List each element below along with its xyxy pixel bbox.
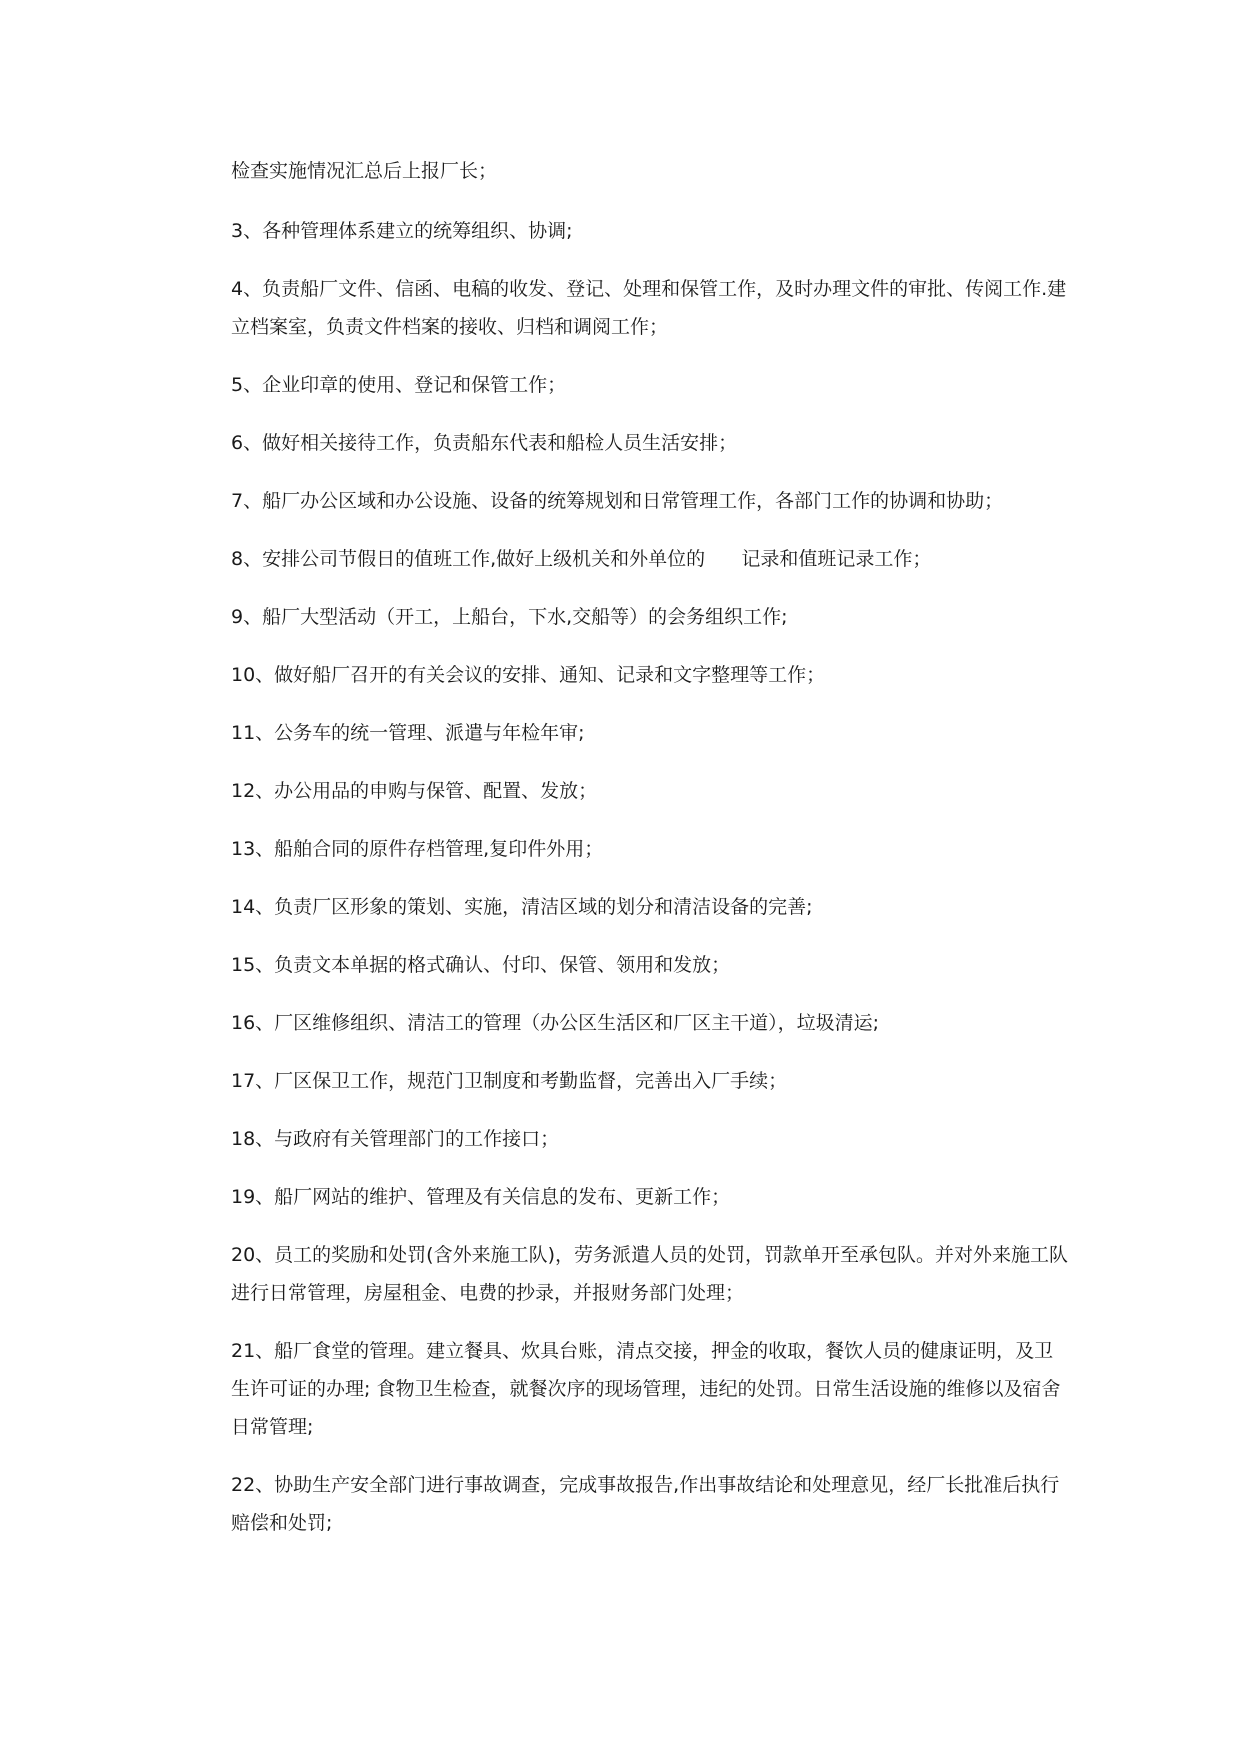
paragraph: 3、各种管理体系建立的统筹组织、协调; bbox=[231, 220, 573, 242]
paragraph: 8、安排公司节假日的值班工作,做好上级机关和外单位的 记录和值班记录工作； bbox=[231, 548, 932, 570]
document-body bbox=[231, 152, 1071, 1562]
paragraph: 15、负责文本单据的格式确认、付印、保管、领用和发放； bbox=[231, 954, 731, 976]
paragraph: 21、船厂食堂的管理。建立餐具、炊具台账，清点交接，押金的收取，餐饮人员的健康证明，及卫生许可证的办理; 食物卫生检查，就餐次序的现场管理，违纪的处罚。日常生活设施的维修以及宿舍日常管理; bbox=[231, 1340, 1061, 1438]
paragraph: 22、协助生产安全部门进行事故调查，完成事故报告,作出事故结论和处理意见，经厂长批准后执行赔偿和处罚; bbox=[231, 1474, 1060, 1534]
paragraph: 7、船厂办公区域和办公设施、设备的统筹规划和日常管理工作，各部门工作的协调和协助； bbox=[231, 490, 1004, 512]
paragraph: 11、公务车的统一管理、派遣与年检年审; bbox=[231, 722, 585, 744]
paragraph: 20、员工的奖励和处罚(含外来施工队)，劳务派遣人员的处罚，罚款单开至承包队。并对外来施工队进行日常管理，房屋租金、电费的抄录，并报财务部门处理； bbox=[231, 1244, 1069, 1304]
paragraph: 4、负责船厂文件、信函、电稿的收发、登记、处理和保管工作，及时办理文件的审批、传阅工作.建立档案室，负责文件档案的接收、归档和调阅工作； bbox=[231, 278, 1067, 338]
paragraph: 12、办公用品的申购与保管、配置、发放； bbox=[231, 780, 598, 802]
paragraph: 19、船厂网站的维护、管理及有关信息的发布、更新工作； bbox=[231, 1186, 731, 1208]
paragraph: 9、船厂大型活动（开工，上船台，下水,交船等）的会务组织工作; bbox=[231, 606, 788, 628]
paragraph: 18、与政府有关管理部门的工作接口； bbox=[231, 1128, 560, 1150]
paragraph: 10、做好船厂召开的有关会议的安排、通知、记录和文字整理等工作； bbox=[231, 664, 826, 686]
paragraph: 5、企业印章的使用、登记和保管工作； bbox=[231, 374, 567, 396]
paragraph: 6、做好相关接待工作，负责船东代表和船检人员生活安排； bbox=[231, 432, 738, 454]
paragraph: 检查实施情况汇总后上报厂长； bbox=[231, 160, 498, 182]
paragraph: 16、厂区维修组织、清洁工的管理（办公区生活区和厂区主干道），垃圾清运; bbox=[231, 1012, 880, 1034]
paragraph: 13、船舶合同的原件存档管理,复印件外用； bbox=[231, 838, 604, 860]
paragraph: 17、厂区保卫工作，规范门卫制度和考勤监督，完善出入厂手续； bbox=[231, 1070, 788, 1092]
paragraph: 14、负责厂区形象的策划、实施，清洁区域的划分和清洁设备的完善; bbox=[231, 896, 813, 918]
